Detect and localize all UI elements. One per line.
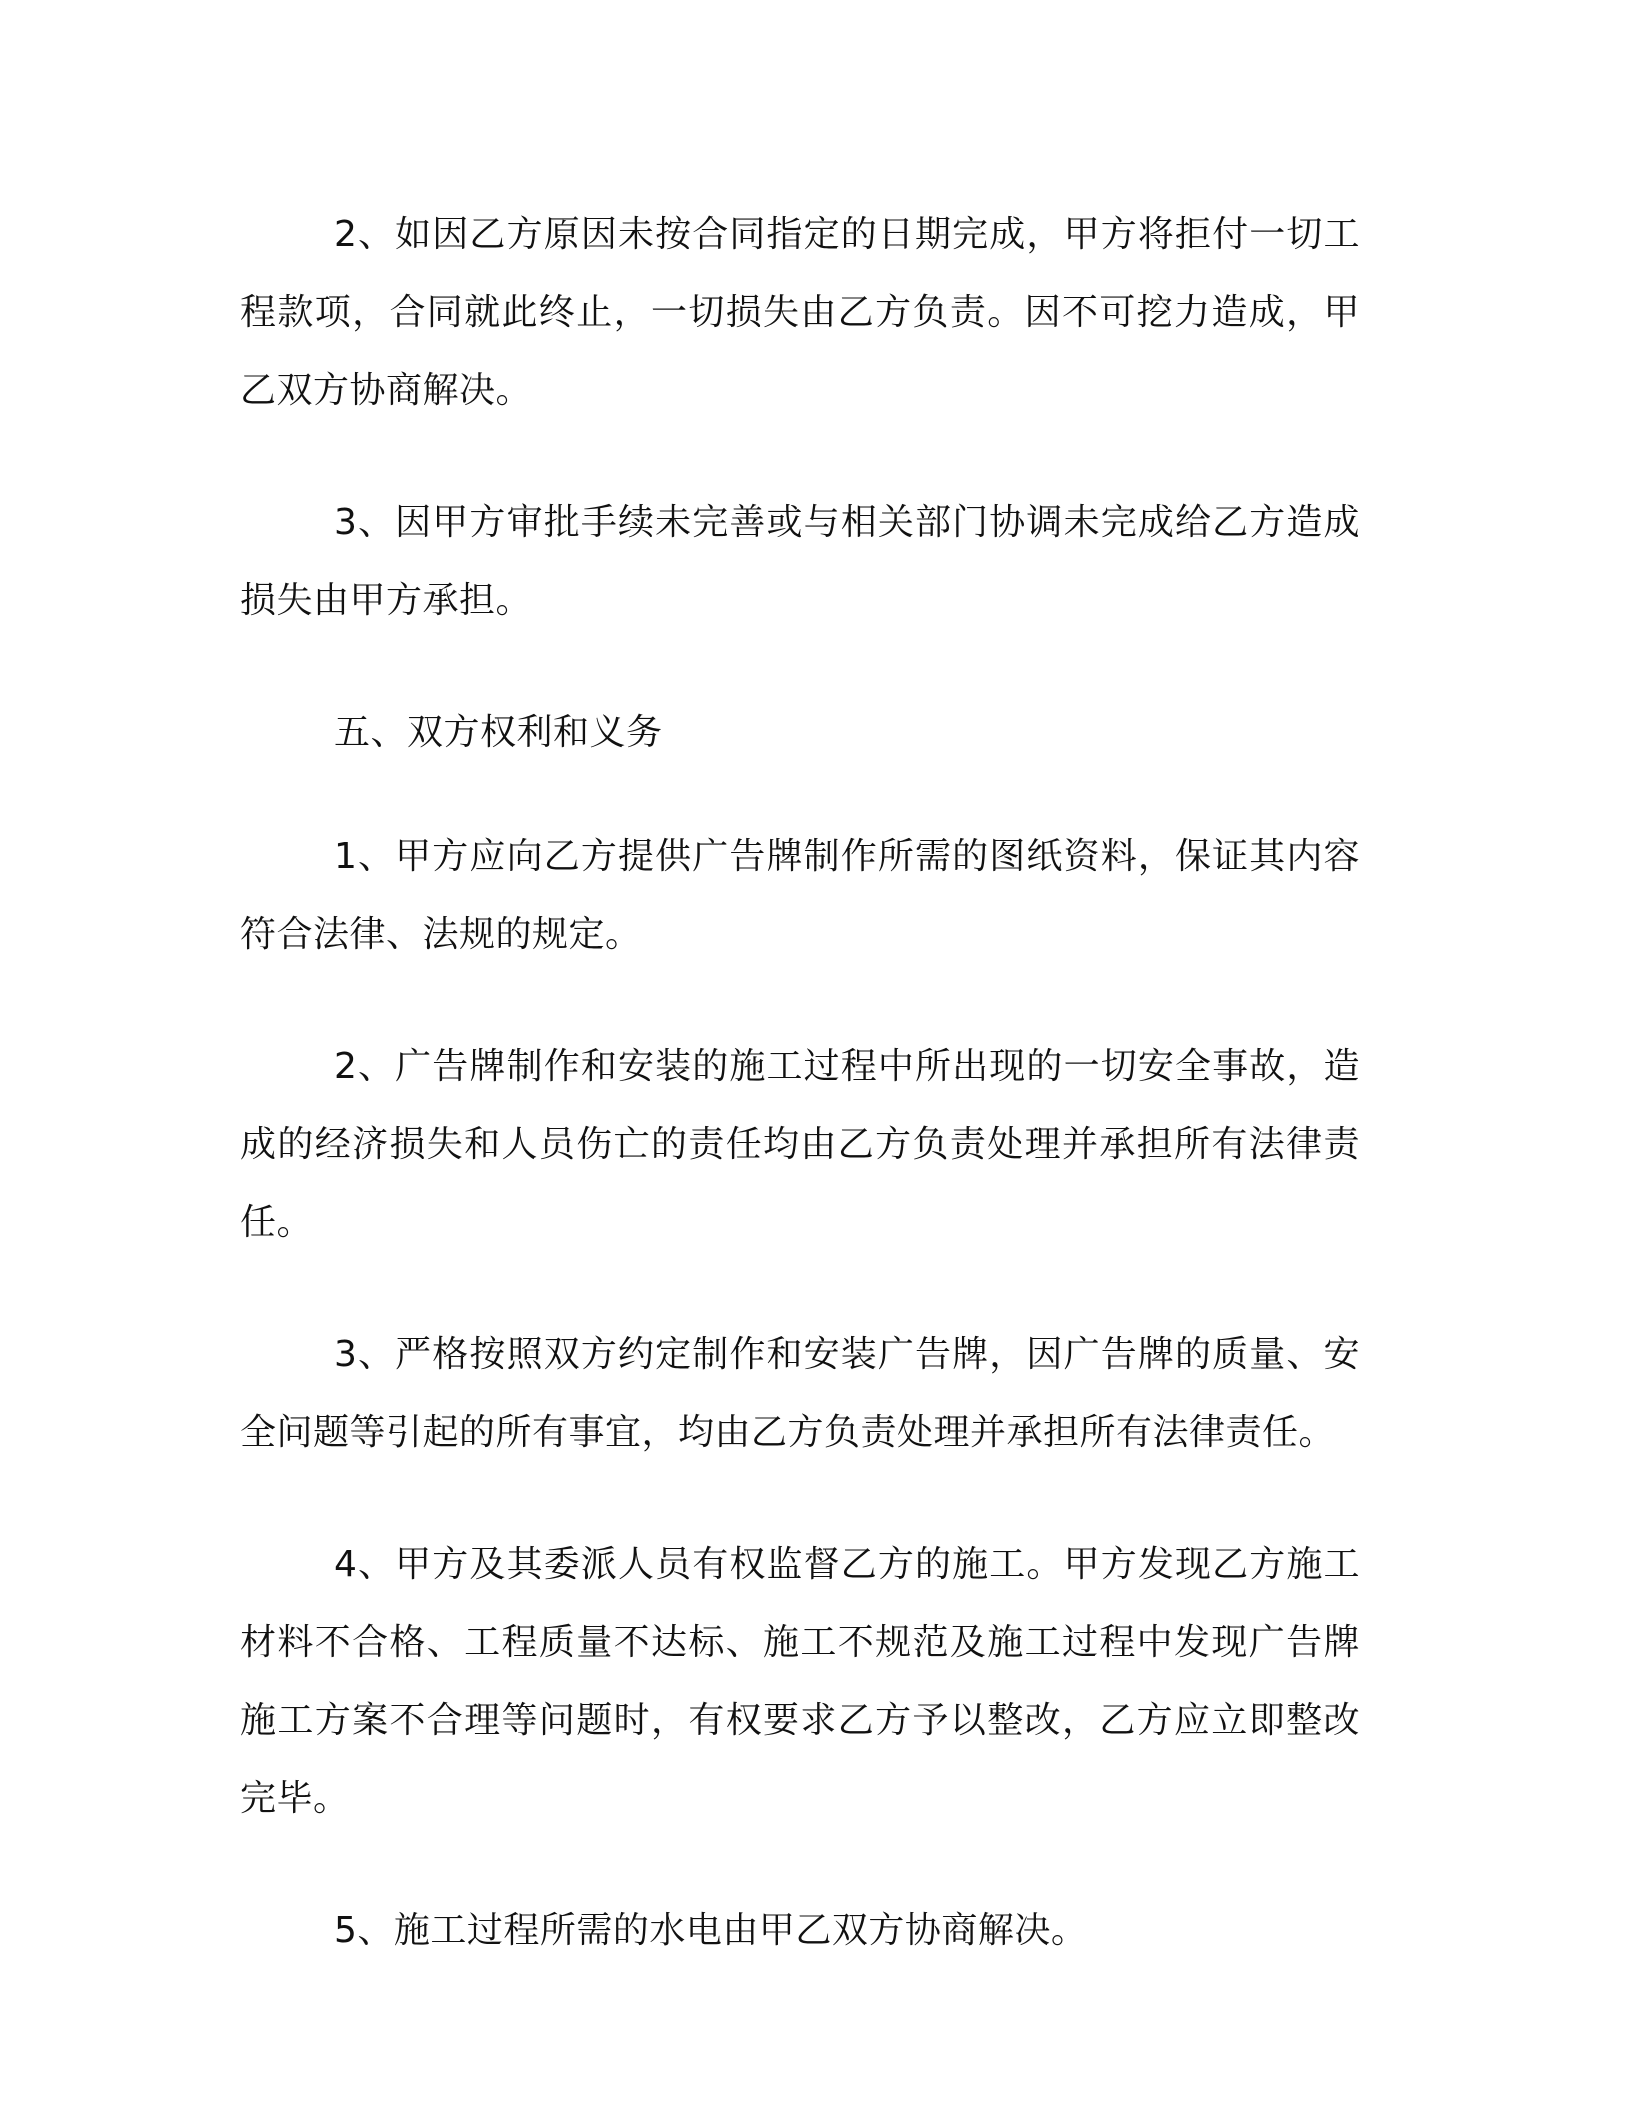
paragraph-approval-clause: 3、因甲方审批手续未完善或与相关部门协调未完成给乙方造成损失由甲方承担。	[240, 502, 1360, 621]
paragraph-supervision-clause: 4、甲方及其委派人员有权监督乙方的施工。甲方发现乙方施工材料不合格、工程质量不达标、施工不规范及施工过程中发现广告牌施工方案不合理等问题时，有权要求乙方予以整改，乙方应立即整改完毕。	[240, 1544, 1360, 1819]
paragraph-delay-clause: 2、如因乙方原因未按合同指定的日期完成，甲方将拒付一切工程款项，合同就此终止，一切损失由乙方负责。因不可挖力造成，甲乙双方协商解决。	[240, 214, 1360, 411]
paragraph-quality-clause: 3、严格按照双方约定制作和安装广告牌，因广告牌的质量、安全问题等引起的所有事宜，均由乙方负责处理并承担所有法律责任。	[240, 1334, 1360, 1453]
paragraph-drawings-clause: 1、甲方应向乙方提供广告牌制作所需的图纸资料，保证其内容符合法律、法规的规定。	[240, 836, 1360, 955]
section-heading-rights-obligations: 五、双方权利和义务	[334, 712, 663, 753]
paragraph-utilities-clause: 5、施工过程所需的水电由甲乙双方协商解决。	[334, 1910, 1088, 1951]
paragraph-safety-clause: 2、广告牌制作和安装的施工过程中所出现的一切安全事故，造成的经济损失和人员伤亡的责任均由乙方负责处理并承担所有法律责任。	[240, 1046, 1360, 1243]
document-page	[240, 196, 1360, 2024]
